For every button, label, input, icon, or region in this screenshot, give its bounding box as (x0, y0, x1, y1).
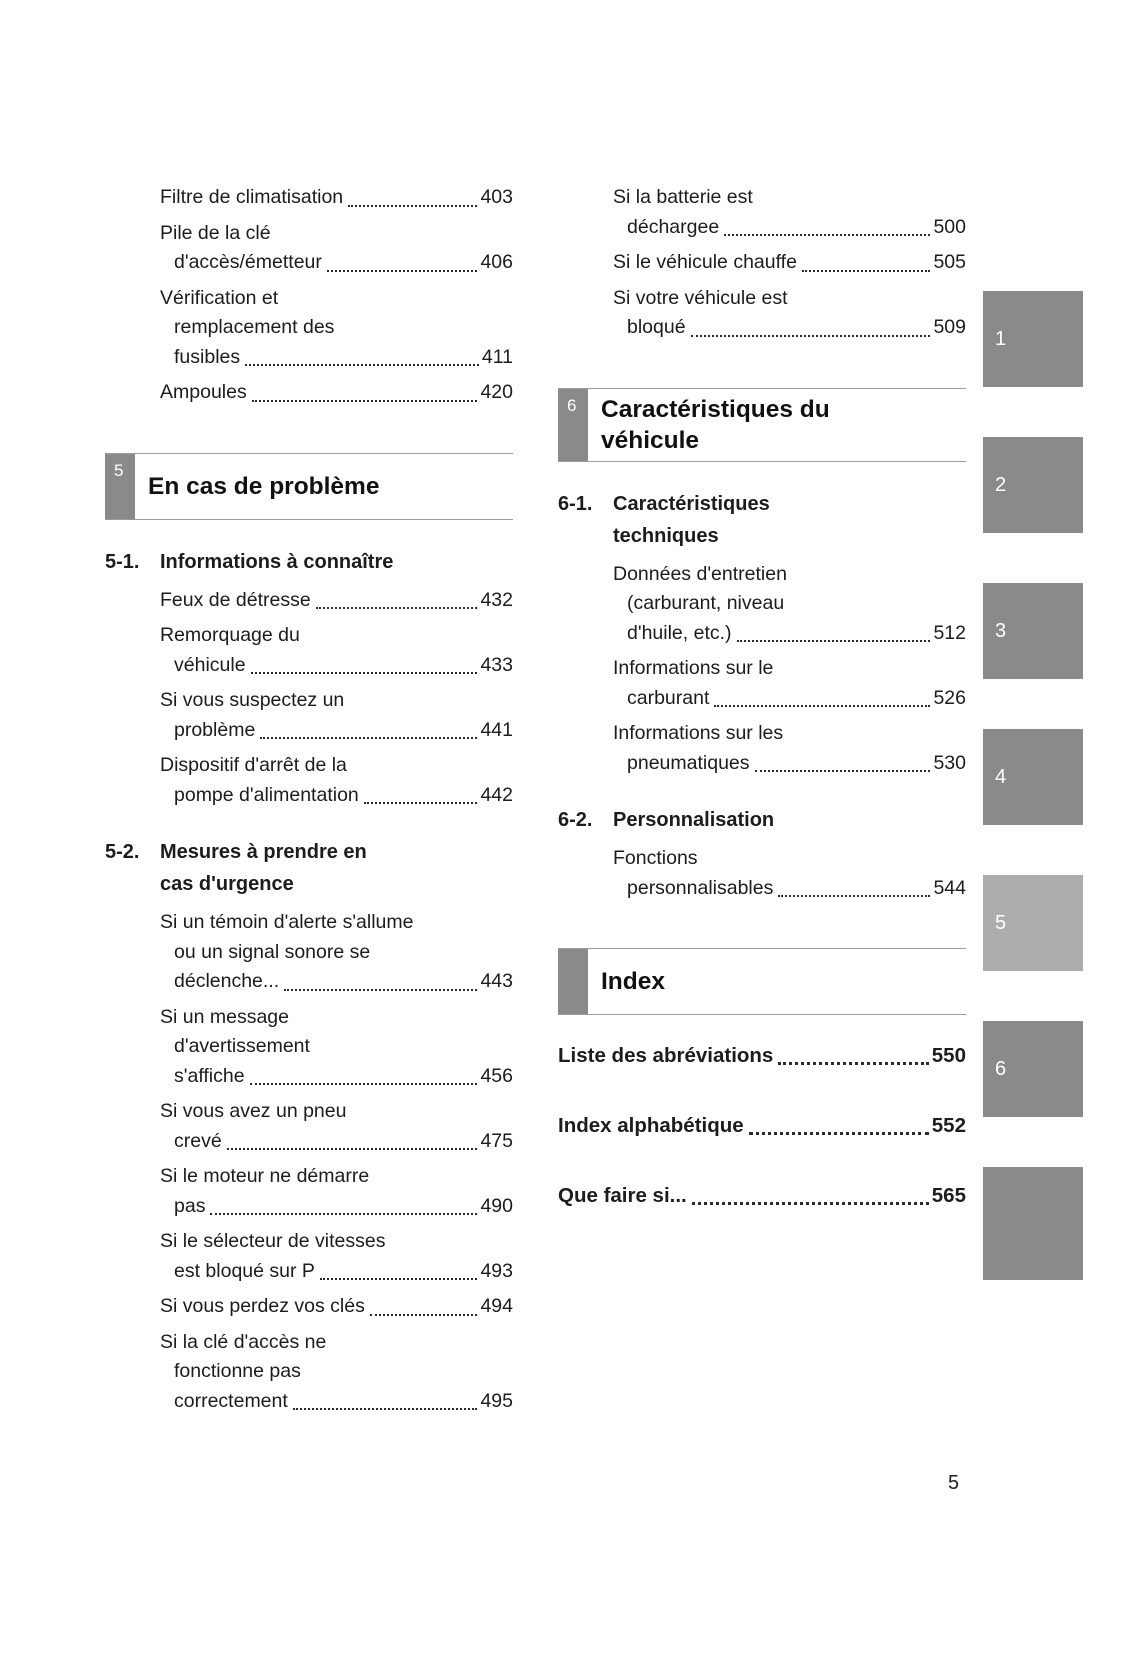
toc-entry-line: Vérification et (160, 286, 279, 309)
entry-text: correctement (174, 1389, 288, 1412)
toc-entry-line: remplacement des (174, 316, 335, 338)
toc-entry-line: Informations sur les (613, 722, 784, 744)
entry-text: véhicule (174, 653, 246, 676)
chapter-section-title-line: Caractéristiques du (601, 395, 830, 423)
toc-entry (558, 1181, 966, 1211)
entry-page-number: 550 (931, 1044, 966, 1067)
toc-entry (160, 219, 513, 278)
toc-entry-line (160, 1292, 513, 1322)
chapter-section-title-line: véhicule (601, 426, 700, 454)
chapter-section-title (135, 454, 379, 519)
chapter-tab-label: 4 (995, 765, 1007, 788)
dot-leader (320, 1278, 478, 1280)
entry-text: s'affiche (174, 1064, 245, 1087)
chapter-number-badge: 6 (558, 389, 588, 461)
toc-entry-line (613, 213, 966, 243)
toc-entry-line (558, 1111, 966, 1141)
chapter-tab-label: 2 (995, 473, 1007, 496)
toc-entry (160, 686, 513, 745)
toc-entry-line: ou un signal sonore se (174, 940, 371, 963)
toc-entry-group (558, 183, 966, 343)
dot-leader (749, 1132, 929, 1135)
toc-entry-line (160, 1257, 513, 1287)
subsection-number: 5-2. (105, 841, 140, 863)
toc-entry-line (160, 248, 513, 278)
chapter-tab-label: 1 (995, 327, 1007, 350)
toc-entry (558, 1111, 966, 1141)
toc-entry-line: Si la batterie est (613, 186, 753, 208)
dot-leader (692, 1202, 929, 1205)
toc-entry (160, 908, 513, 997)
entry-text: d'huile, etc.) (627, 621, 732, 644)
toc-entry (613, 560, 966, 649)
dot-leader (245, 364, 479, 366)
toc-entry-line (160, 378, 513, 408)
entry-page-number: 565 (931, 1184, 966, 1207)
subsection-heading (105, 546, 513, 578)
toc-entry-line: Dispositif d'arrêt de la (160, 754, 347, 776)
toc-right-column (558, 183, 966, 1422)
chapter-tab-2 (983, 437, 1083, 533)
toc-columns (105, 183, 966, 1422)
entry-text: fusibles (174, 345, 241, 368)
entry-text: Si vous perdez vos clés (160, 1295, 365, 1317)
toc-entry-line: Si un témoin d'alerte s'allume (160, 911, 414, 933)
entry-text: crevé (174, 1129, 222, 1152)
chapter-section-header (558, 388, 966, 462)
chapter-tab-strip (983, 291, 1083, 1330)
toc-entry (160, 1162, 513, 1221)
dot-leader (284, 989, 477, 991)
subsection-title-line: techniques (613, 524, 719, 547)
entry-page-number: 475 (480, 1129, 513, 1152)
dot-leader (691, 335, 931, 337)
dot-leader (252, 400, 478, 402)
chapter-tab-label: 3 (995, 619, 1007, 642)
toc-entry (160, 1292, 513, 1322)
entry-text: carburant (627, 686, 710, 709)
entry-page-number: 526 (933, 686, 966, 709)
dot-leader (251, 672, 478, 674)
entry-text: déclenche... (174, 970, 280, 992)
toc-entry-line (160, 1192, 513, 1222)
toc-entry-line: (carburant, niveau (627, 592, 785, 614)
entry-page-number: 544 (933, 876, 966, 899)
dot-leader (327, 270, 478, 272)
entry-page-number: 493 (480, 1259, 513, 1282)
chapter-tab-blank (983, 1167, 1083, 1280)
toc-entry-line (160, 651, 513, 681)
toc-entry-group (105, 183, 513, 408)
subsection-number: 6-2. (558, 809, 593, 831)
chapter-section-title-line: Index (601, 968, 665, 995)
entry-text: pas (174, 1194, 206, 1217)
toc-entry-line (160, 967, 513, 997)
chapter-badge-blank (558, 949, 588, 1014)
toc-entry-group (105, 586, 513, 811)
entry-page-number: 512 (933, 621, 966, 644)
dot-leader (348, 205, 477, 207)
entry-page-number: 411 (481, 345, 513, 368)
toc-entry-line: d'avertissement (174, 1035, 310, 1057)
dot-leader (778, 1062, 928, 1065)
entry-page-number: 552 (931, 1114, 966, 1137)
subsection-title-line: Personnalisation (613, 809, 775, 831)
toc-entry-line: Si la clé d'accès ne (160, 1330, 327, 1353)
toc-left-column (105, 183, 513, 1422)
toc-entry-line: Fonctions (613, 847, 698, 869)
subsection-title-line: Mesures à prendre en (160, 841, 367, 863)
subsection-title (160, 546, 393, 578)
entry-page-number: 500 (933, 215, 966, 238)
dot-leader (293, 1408, 478, 1410)
toc-entry-line: Si vous suspectez un (160, 689, 345, 711)
toc-entry-line: Informations sur le (613, 657, 774, 679)
chapter-tab-3 (983, 583, 1083, 679)
toc-entry-line: Si vous avez un pneu (160, 1100, 347, 1122)
toc-entry-line: Si votre véhicule est (613, 286, 788, 309)
entry-text: Si le véhicule chauffe (613, 251, 797, 273)
dot-leader (724, 234, 930, 236)
entry-page-number: 432 (480, 588, 513, 611)
toc-entry-line (613, 874, 966, 904)
subsection-title (613, 488, 770, 552)
entry-text: pompe d'alimentation (174, 783, 359, 806)
entry-text: est bloqué sur P (174, 1259, 315, 1282)
subsection-heading (558, 488, 966, 552)
toc-entry-line: fonctionne pas (174, 1360, 301, 1382)
dot-leader (210, 1213, 477, 1215)
entry-page-number: 406 (480, 251, 513, 273)
entry-page-number: 494 (480, 1295, 513, 1317)
entry-text: Feux de détresse (160, 588, 311, 611)
entry-text: Index alphabétique (558, 1114, 744, 1137)
subsection-title-line: cas d'urgence (160, 873, 294, 895)
dot-leader (755, 770, 931, 772)
entry-page-number: 420 (480, 381, 513, 403)
toc-entry-line (613, 313, 966, 343)
entry-text: personnalisables (627, 876, 774, 899)
toc-entry-line (160, 586, 513, 616)
toc-entry (160, 1003, 513, 1092)
toc-entry (160, 284, 513, 373)
dot-leader (802, 270, 931, 272)
chapter-tab-label: 6 (995, 1057, 1007, 1080)
toc-entry-line (160, 781, 513, 811)
chapter-section-header (105, 453, 513, 520)
dot-leader (250, 1083, 478, 1085)
toc-entry-line (160, 716, 513, 746)
page-number: 5 (948, 1472, 960, 1494)
toc-entry-line: Remorquage du (160, 624, 300, 646)
toc-entry (613, 248, 966, 278)
chapter-tab-6 (983, 1021, 1083, 1117)
toc-entry-group (558, 560, 966, 779)
entry-page-number: 509 (933, 316, 966, 338)
entry-text: problème (174, 718, 256, 741)
entry-text: pneumatiques (627, 751, 750, 774)
entry-text: Que faire si... (558, 1184, 687, 1207)
dot-leader (737, 640, 931, 642)
entry-text: Filtre de climatisation (160, 186, 344, 208)
toc-entry-line (160, 183, 513, 213)
dot-leader (714, 705, 930, 707)
toc-entry-line (160, 1387, 513, 1417)
subsection-number: 5-1. (105, 550, 140, 573)
entry-page-number: 441 (480, 718, 513, 741)
toc-entry-line (613, 248, 966, 278)
toc-entry (160, 1227, 513, 1286)
toc-entry (160, 378, 513, 408)
toc-entry-line (558, 1181, 966, 1211)
toc-entry (160, 751, 513, 810)
dot-leader (370, 1314, 478, 1316)
chapter-section-title (588, 949, 665, 1014)
toc-entry-line (613, 684, 966, 714)
toc-entry (613, 719, 966, 778)
dot-leader (364, 802, 478, 804)
entry-page-number: 505 (933, 251, 966, 273)
entry-text: Ampoules (160, 381, 247, 403)
entry-page-number: 442 (480, 783, 513, 806)
toc-entry-line (558, 1041, 966, 1071)
chapter-tab-5 (983, 875, 1083, 971)
entry-text: Liste des abréviations (558, 1044, 774, 1067)
dot-leader (227, 1148, 478, 1150)
chapter-tab-4 (983, 729, 1083, 825)
toc-entry-line: Si le sélecteur de vitesses (160, 1230, 386, 1252)
subsection-number: 6-1. (558, 492, 593, 515)
toc-entry-line (613, 749, 966, 779)
toc-entry-line (160, 1127, 513, 1157)
subsection-title (160, 836, 367, 900)
toc-entry (160, 183, 513, 213)
entry-page-number: 490 (480, 1194, 513, 1217)
toc-entry (613, 654, 966, 713)
toc-entry-group (558, 844, 966, 903)
chapter-section-header (558, 948, 966, 1015)
toc-entry (160, 1328, 513, 1417)
subsection-title (613, 804, 774, 836)
entry-text: déchargee (627, 215, 720, 238)
entry-page-number: 456 (480, 1064, 513, 1087)
toc-entry (558, 1041, 966, 1071)
entry-page-number: 443 (480, 970, 513, 992)
chapter-tab-label: 5 (995, 911, 1007, 934)
subsection-heading (105, 836, 513, 900)
subsection-title-line: Informations à connaître (160, 550, 394, 573)
subsection-title-line: Caractéristiques (613, 492, 770, 515)
chapter-section-title-line: En cas de problème (148, 472, 380, 500)
chapter-section-title (588, 389, 830, 461)
entry-page-number: 433 (480, 653, 513, 676)
entry-text: bloqué (627, 316, 686, 338)
toc-entry (613, 183, 966, 242)
toc-entry-line: Pile de la clé (160, 221, 271, 244)
dot-leader (778, 895, 930, 897)
toc-entry (160, 586, 513, 616)
toc-entry (613, 844, 966, 903)
entry-page-number: 403 (480, 186, 513, 208)
toc-entry-group (105, 908, 513, 1416)
toc-entry-line (160, 343, 513, 373)
dot-leader (316, 607, 478, 609)
chapter-number-badge: 5 (105, 454, 135, 519)
chapter-tab-1 (983, 291, 1083, 387)
toc-bold-entry-group (558, 1041, 966, 1211)
toc-entry-line (613, 619, 966, 649)
entry-text: d'accès/émetteur (174, 251, 322, 273)
toc-entry (613, 284, 966, 343)
toc-entry-line (160, 1062, 513, 1092)
toc-entry (160, 621, 513, 680)
entry-page-number: 530 (933, 751, 966, 774)
toc-entry-line: Si le moteur ne démarre (160, 1165, 370, 1187)
subsection-heading (558, 804, 966, 836)
entry-page-number: 495 (480, 1389, 513, 1412)
toc-entry (160, 1097, 513, 1156)
toc-entry-line: Si un message (160, 1005, 289, 1028)
dot-leader (260, 737, 477, 739)
toc-entry-line: Données d'entretien (613, 562, 787, 585)
